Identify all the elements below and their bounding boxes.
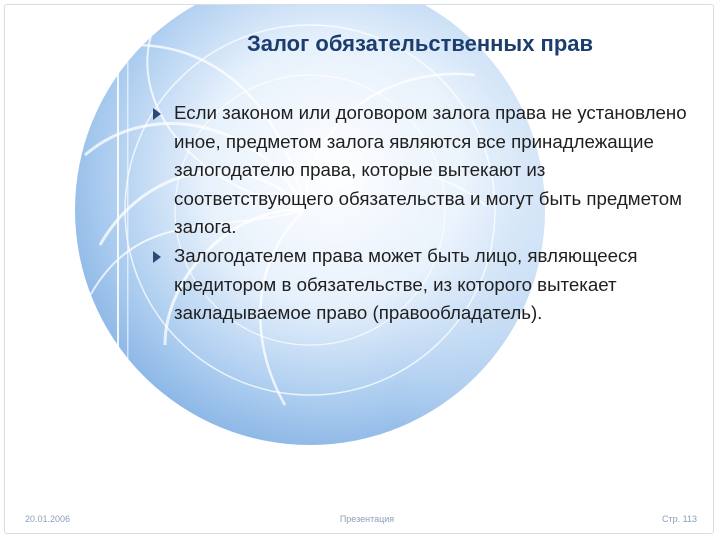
slide bbox=[4, 4, 714, 534]
bullet-item bbox=[150, 99, 695, 242]
footer-presentation-label: Презентация bbox=[339, 514, 395, 524]
footer-page-number: Стр. 113 bbox=[662, 514, 697, 524]
slide-title: Залог обязательственных прав bbox=[246, 31, 594, 56]
bullet-item bbox=[150, 242, 695, 328]
triangle-right-icon bbox=[153, 108, 161, 120]
triangle-right-icon bbox=[153, 251, 161, 263]
bullet-list bbox=[150, 99, 695, 328]
bullet-text: Если законом или договором залога права не установлено иное, предметом залога являются все принадлежащие залогодателю права, которые вытекают из соответствующего обязательства и могут быть предметом залога. bbox=[174, 102, 687, 238]
footer-date: 20.01.2006 bbox=[25, 514, 71, 524]
bullet-text: Залогодателем права может быть лицо, являющееся кредитором в обязательстве, из которого вытекает закладываемое право (правообладатель). bbox=[174, 244, 638, 324]
